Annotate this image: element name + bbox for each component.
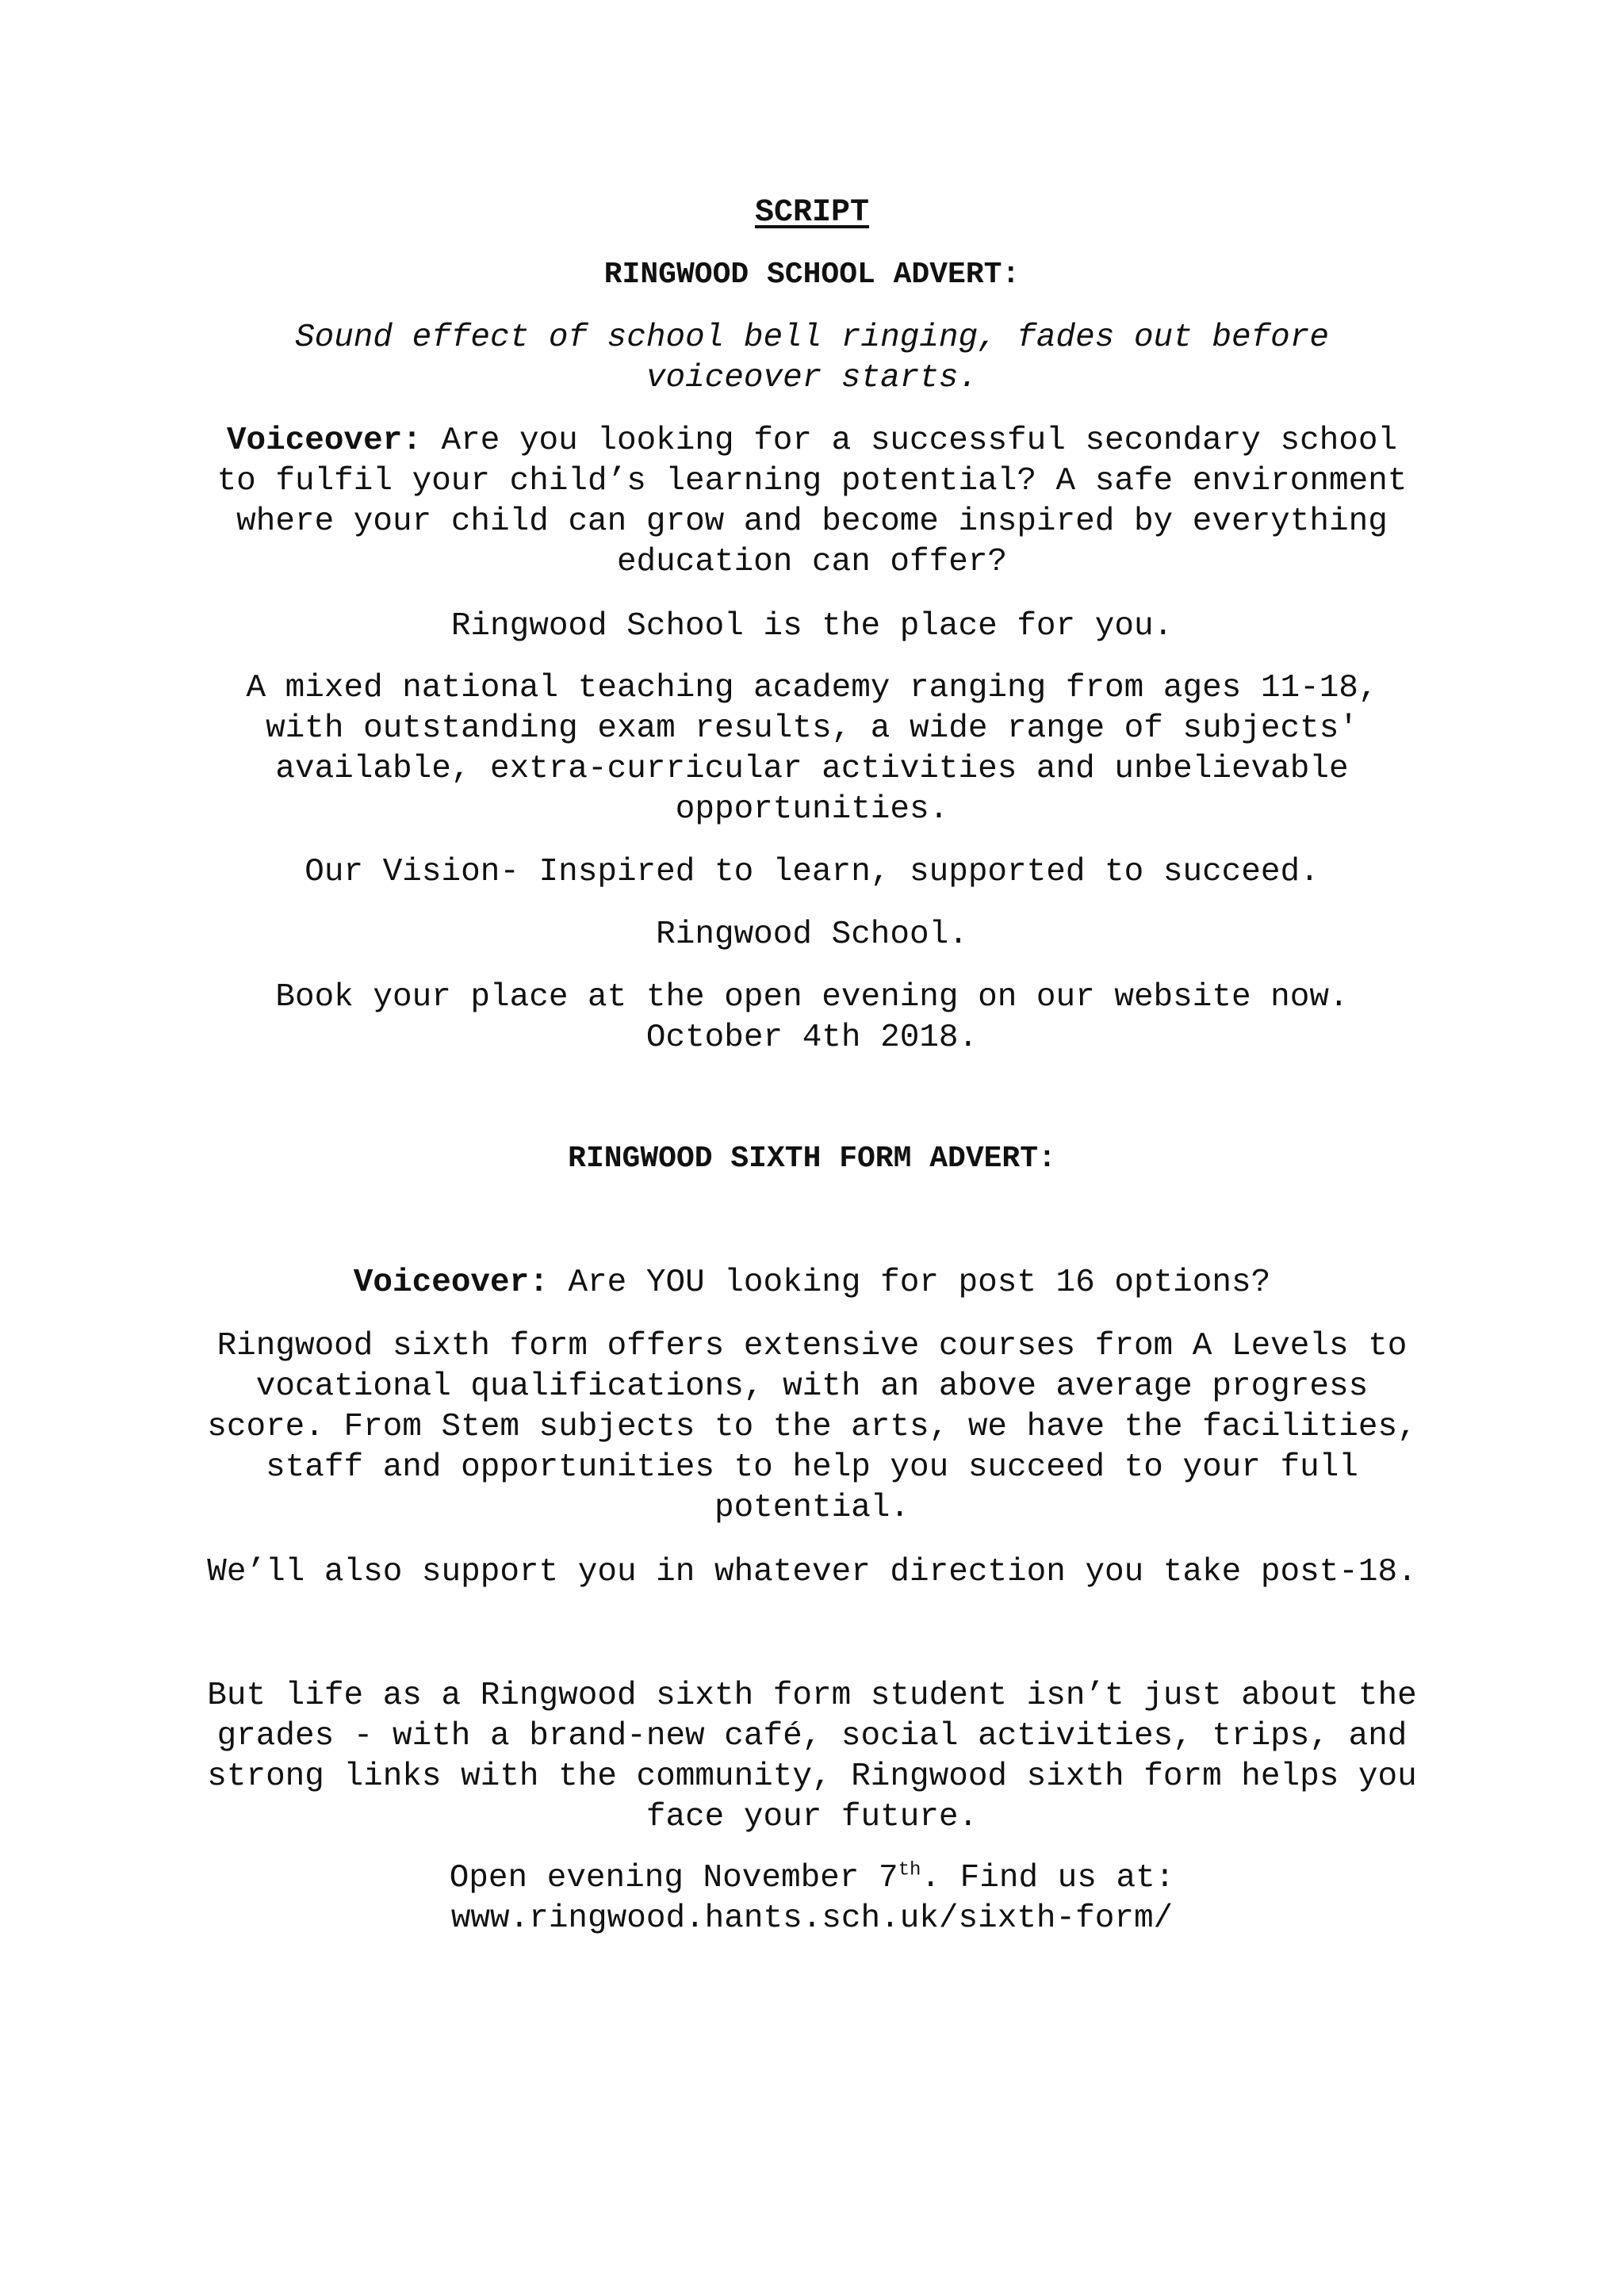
- school-advert-heading: RINGWOOD SCHOOL ADVERT:: [603, 258, 1021, 292]
- script-title: SCRIPT: [754, 195, 870, 231]
- place-line-text: Ringwood School is the place for you.: [450, 608, 1174, 645]
- open-evening-paragraph: [198, 1858, 1426, 1939]
- school-name-text: Ringwood School.: [656, 916, 968, 953]
- school-voiceover-paragraph: [198, 421, 1426, 583]
- courses-paragraph: [198, 1326, 1426, 1529]
- academy-text: A mixed national teaching academy ranging from ages 11-18, with outstanding exam results, a wide range of subjects' available, extra-curricular activities and unbelievable opportunities.: [246, 670, 1378, 828]
- voiceover-label: Voiceover:: [226, 423, 422, 459]
- support-line: [198, 1552, 1426, 1593]
- voiceover-text: Are you looking for a successful secondary school to fulfil your child’s learning potential? A safe environment where your child can grow and become inspired by everything education can offer?: [216, 423, 1408, 580]
- school-name-line: [198, 915, 1426, 955]
- place-line: [198, 607, 1426, 647]
- open-evening-superscript: th: [898, 1859, 921, 1881]
- sound-effect-text: Sound effect of school bell ringing, fades out before voiceover starts.: [294, 320, 1329, 396]
- academy-paragraph: [198, 668, 1426, 830]
- life-text: But life as a Ringwood sixth form student isn’t just about the grades - with a brand-new café, social activities, trips, and strong links with the community, Ringwood sixth form helps you face your future.: [207, 1678, 1417, 1835]
- vision-line: [198, 852, 1426, 893]
- open-evening-prefix: Open evening November 7: [449, 1860, 898, 1896]
- sixth-form-voiceover-label: Voiceover:: [353, 1265, 549, 1301]
- support-text: We’ll also support you in whatever direction you take post-18.: [207, 1554, 1417, 1590]
- courses-text: Ringwood sixth form offers extensive courses from A Levels to vocational qualifications, with an above average progress score. From Stem subjects to the arts, we have the facilities, staff and opportunities to help you succeed to your full potential.: [207, 1328, 1417, 1526]
- book-paragraph: [198, 978, 1426, 1058]
- sound-effect-direction: [278, 318, 1346, 399]
- sixth-form-advert-heading: RINGWOOD SIXTH FORM ADVERT:: [568, 1142, 1056, 1176]
- vision-text: Our Vision- Inspired to learn, supported to succeed.: [304, 854, 1320, 890]
- life-paragraph: [198, 1676, 1426, 1838]
- book-text: Book your place at the open evening on our website now. October 4th 2018.: [275, 979, 1349, 1056]
- sixth-form-voiceover-text: Are YOU looking for post 16 options?: [548, 1265, 1271, 1301]
- open-evening-suffix: . Find us at:: [921, 1860, 1175, 1896]
- sixth-form-voiceover-line: [198, 1263, 1426, 1303]
- website-url: www.ringwood.hants.sch.uk/sixth-form/: [450, 1900, 1174, 1937]
